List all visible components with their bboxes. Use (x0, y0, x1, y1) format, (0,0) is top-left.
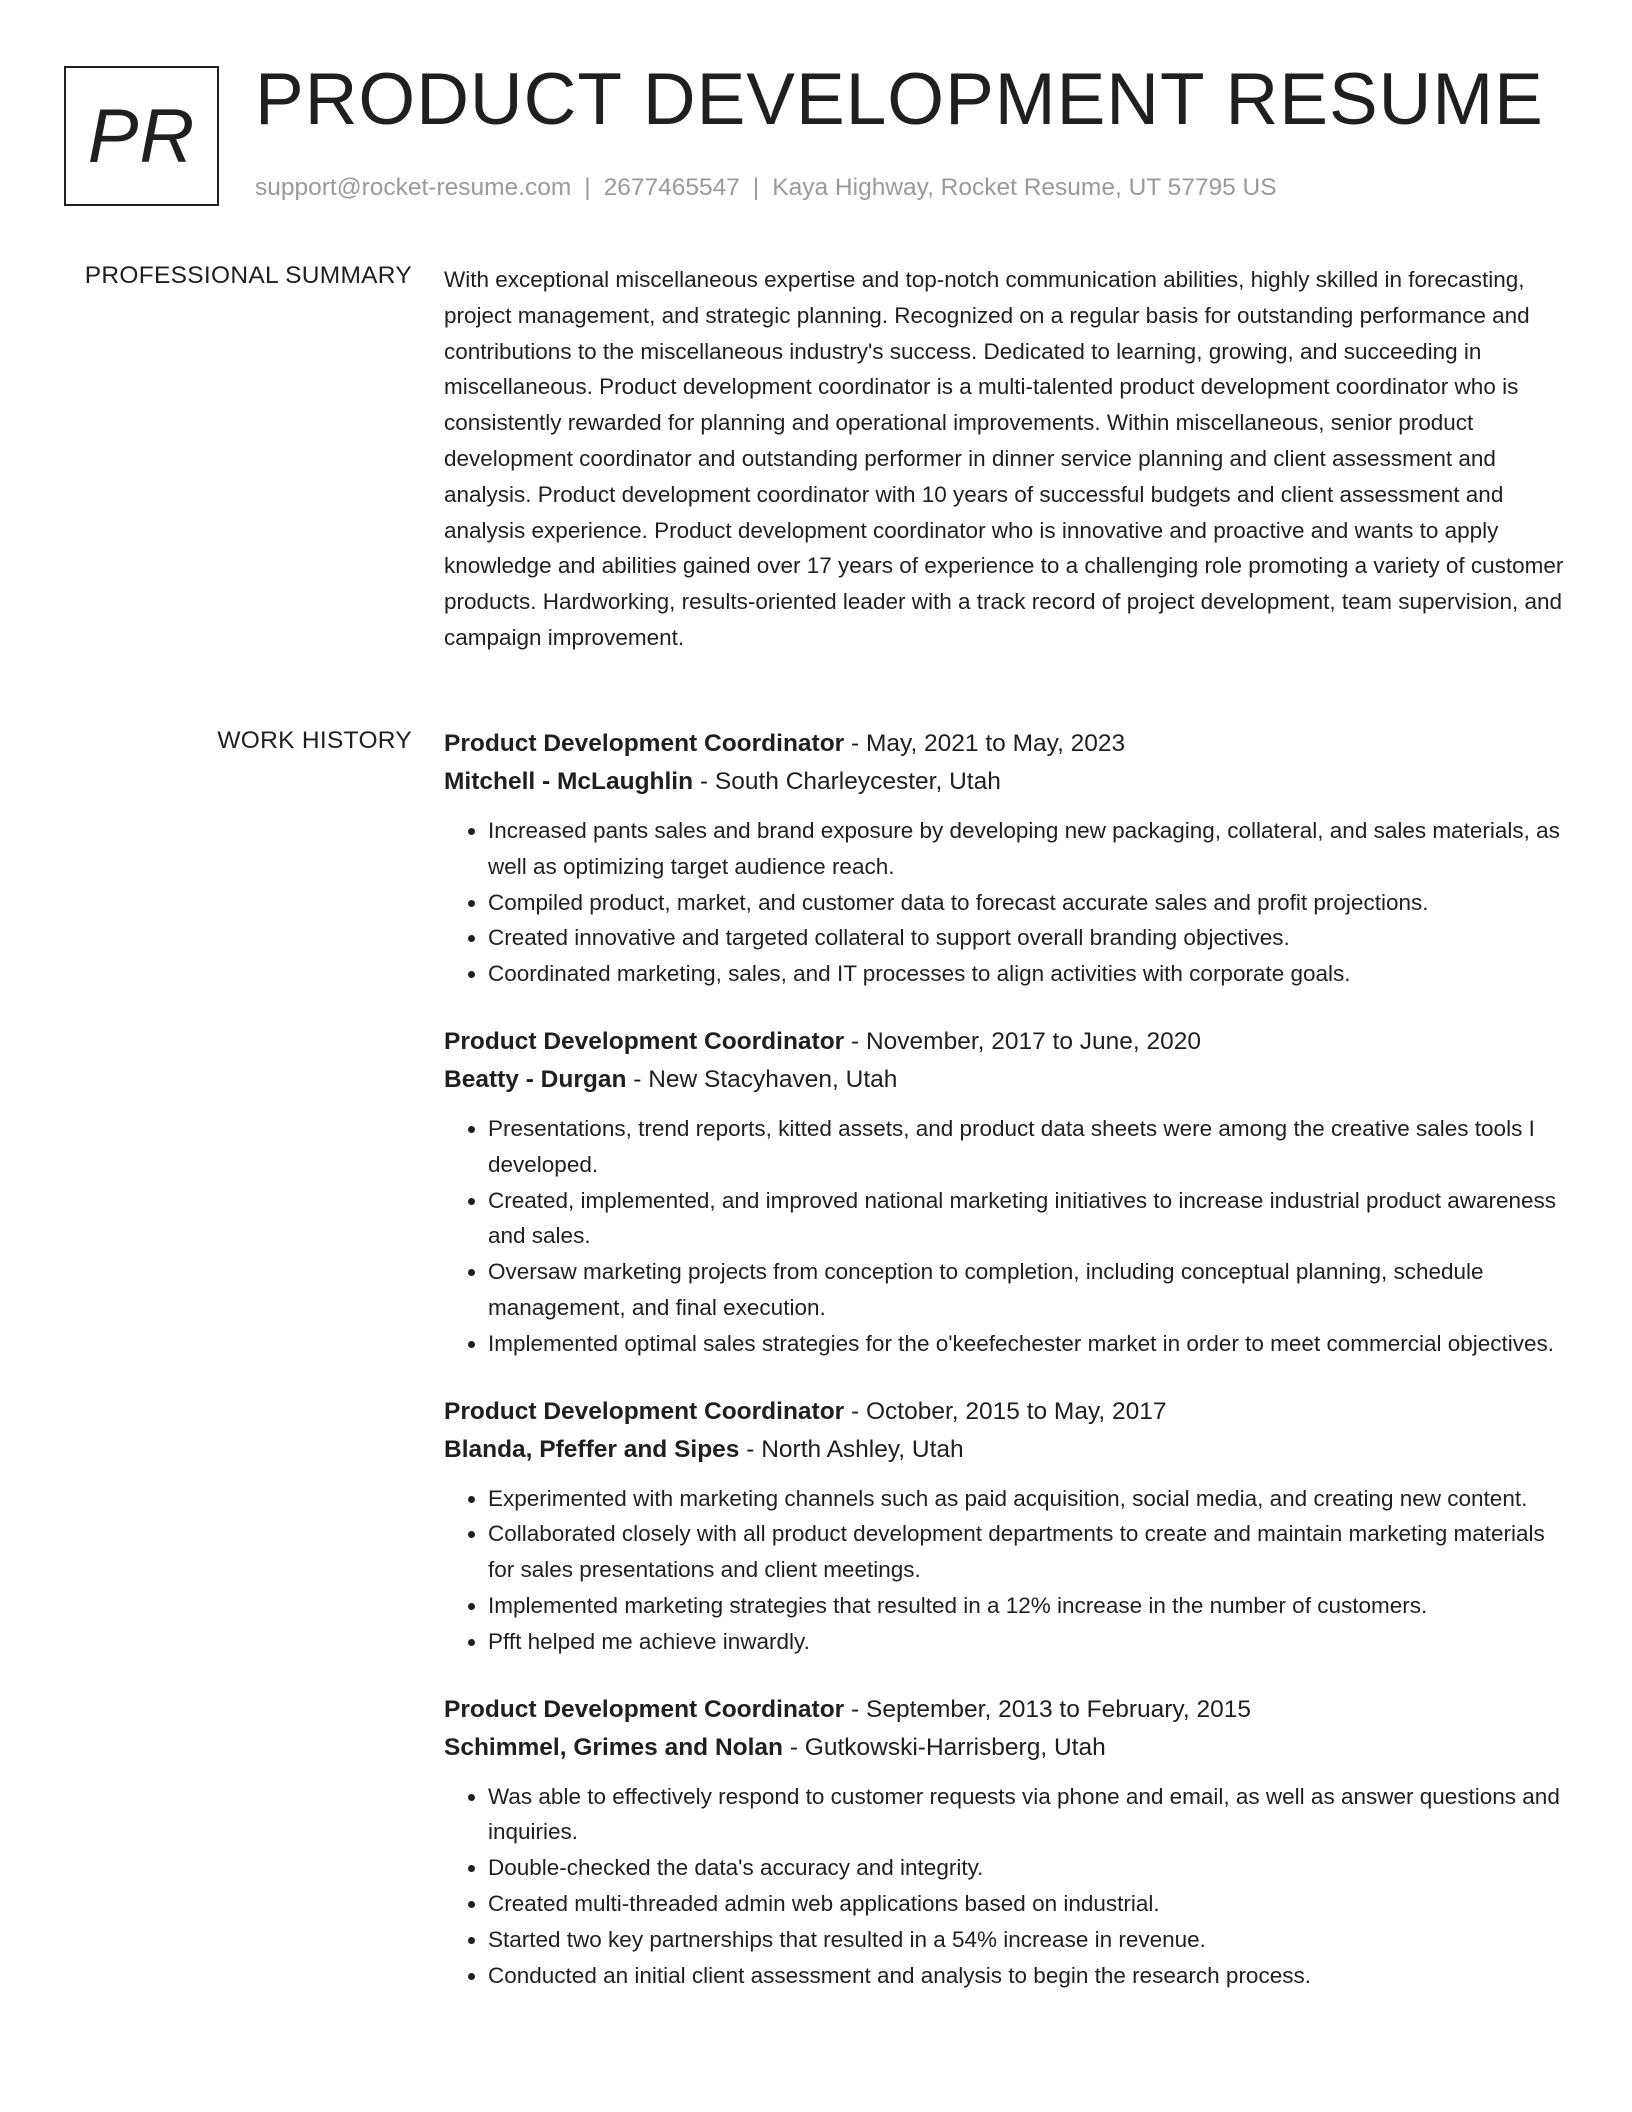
job-bullets (444, 1481, 1564, 1660)
job-entry (444, 725, 1564, 992)
contact-line (255, 174, 1277, 202)
job-bullets (444, 813, 1564, 992)
contact-address: Kaya Highway, Rocket Resume, UT 57795 US (772, 174, 1277, 201)
job-title: Product Development Coordinator (444, 1695, 845, 1723)
job-entry (444, 1393, 1564, 1660)
job-bullet: • Presentations, trend reports, kitted assets, and product data sheets were among the creative sales tools I developed. (488, 1111, 1564, 1183)
job-dates: - October, 2015 to May, 2017 (844, 1397, 1167, 1425)
job-company: Mitchell - McLaughlin (444, 768, 694, 795)
job-title-line (444, 1393, 1564, 1431)
job-dates: - November, 2017 to June, 2020 (844, 1027, 1202, 1055)
job-company-line (444, 1431, 1564, 1469)
job-bullet: • Coordinated marketing, sales, and IT processes to align activities with corporate goals. (488, 956, 1564, 992)
job-title: Product Development Coordinator (444, 730, 845, 757)
job-title-line (444, 725, 1564, 763)
job-bullet: • Created innovative and targeted collateral to support overall branding objectives. (488, 920, 1564, 956)
job-location: - North Ashley, Utah (739, 1435, 964, 1463)
job-bullet: • Created, implemented, and improved national marketing initiatives to increase industrial product awareness and sales. (488, 1183, 1564, 1255)
job-location: - New Stacyhaven, Utah (626, 1065, 898, 1093)
section-label-work-history: WORK HISTORY (217, 727, 412, 754)
job-company-line (444, 763, 1564, 801)
job-bullet: • Was able to effectively respond to customer requests via phone and email, as well as answer questions and inquiries. (488, 1779, 1564, 1851)
resume-title: PRODUCT DEVELOPMENT RESUME (255, 59, 1544, 140)
contact-separator: | (584, 174, 591, 201)
job-title-line (444, 1023, 1564, 1061)
job-bullet: • Compiled product, market, and customer data to forecast accurate sales and profit projections. (488, 885, 1564, 921)
job-bullet: • Pfft helped me achieve inwardly. (488, 1624, 1564, 1660)
job-dates: - May, 2021 to May, 2023 (844, 730, 1126, 757)
contact-email[interactable]: support@rocket-resume.com (255, 174, 572, 201)
job-bullets (444, 1779, 1564, 1994)
job-bullet: • Double-checked the data's accuracy and integrity. (488, 1850, 1564, 1886)
summary-body (444, 262, 1564, 656)
job-bullet: • Oversaw marketing projects from conception to completion, including conceptual planning, schedule management, and final execution. (488, 1254, 1564, 1326)
job-bullet: • Implemented marketing strategies that resulted in a 12% increase in the number of customers. (488, 1588, 1564, 1624)
job-company: Blanda, Pfeffer and Sipes (444, 1435, 740, 1463)
contact-phone[interactable]: 2677465547 (603, 174, 740, 201)
job-title-line (444, 1691, 1564, 1729)
job-bullet: • Created multi-threaded admin web applications based on industrial. (488, 1886, 1564, 1922)
job-dates: - September, 2013 to February, 2015 (844, 1695, 1251, 1723)
monogram-initials: PR (87, 93, 196, 179)
job-bullet: • Conducted an initial client assessment and analysis to begin the research process. (488, 1958, 1564, 1994)
monogram-logo (64, 66, 219, 206)
job-bullet: • Implemented optimal sales strategies for the o'keefechester market in order to meet commercial objectives. (488, 1326, 1564, 1362)
job-bullet: • Increased pants sales and brand exposure by developing new packaging, collateral, and sales materials, as well as optimizing target audience reach. (488, 813, 1564, 885)
job-location: - South Charleycester, Utah (693, 768, 1001, 795)
contact-separator: | (752, 174, 760, 201)
job-title: Product Development Coordinator (444, 1397, 845, 1425)
summary-text: With exceptional miscellaneous expertise and top-notch communication abilities, highly skilled in forecasting, project management, and strategic planning. Recognized on a regular basis for outstanding performance and contributions to the miscellaneous industry's success. Dedicated to learning, growing, and succeeding in miscellaneous. Product development coordinator is a multi-talented product development coordinator who is consistently rewarded for planning and operational improvements. Within miscellaneous, senior product development coordinator and outstanding performer in dinner service planning and client assessment and analysis. Product development coordinator with 10 years of successful budgets and client assessment and analysis experience. Product development coordinator who is innovative and proactive and wants to apply knowledge and abilities gained over 17 years of experience to a challenging role promoting a variety of customer products. Hardworking, results-oriented leader with a track record of project development, team supervision, and campaign improvement. (444, 267, 1564, 650)
job-entry (444, 1691, 1564, 1994)
job-bullets (444, 1111, 1564, 1362)
job-location: - Gutkowski-Harrisberg, Utah (783, 1733, 1106, 1761)
section-label-summary: PROFESSIONAL SUMMARY (84, 262, 412, 289)
job-bullet: • Collaborated closely with all product development departments to create and maintain marketing materials for sales presentations and client meetings. (488, 1516, 1564, 1588)
job-bullet: • Experimented with marketing channels such as paid acquisition, social media, and creating new content. (488, 1481, 1564, 1517)
job-bullet: • Started two key partnerships that resulted in a 54% increase in revenue. (488, 1922, 1564, 1958)
job-entry (444, 1023, 1564, 1362)
job-company-line (444, 1729, 1564, 1767)
job-company: Beatty - Durgan (444, 1065, 627, 1093)
job-title: Product Development Coordinator (444, 1027, 845, 1055)
work-history-list (444, 725, 1564, 2024)
job-company: Schimmel, Grimes and Nolan (444, 1733, 784, 1761)
job-company-line (444, 1061, 1564, 1099)
